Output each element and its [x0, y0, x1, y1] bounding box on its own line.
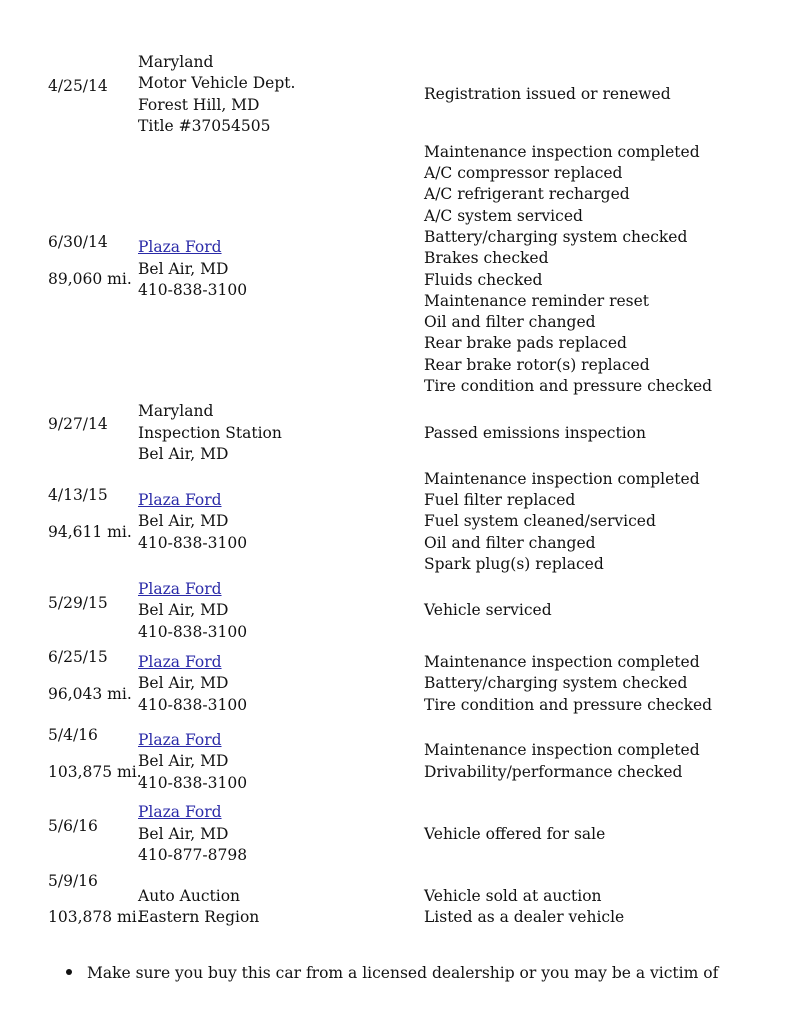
event-line: Vehicle offered for sale: [424, 825, 606, 843]
event-line: Listed as a dealer vehicle: [424, 908, 625, 926]
source-line: Bel Air, MD: [138, 601, 229, 619]
event-line: Maintenance reminder reset: [424, 292, 650, 310]
source-line: Bel Air, MD: [138, 674, 229, 692]
source-line: 410-838-3100: [138, 281, 248, 299]
event-line: Spark plug(s) replaced: [424, 555, 604, 573]
event-line: Passed emissions inspection: [424, 424, 646, 442]
event-line: Fuel filter replaced: [424, 491, 576, 509]
event-line: Oil and filter changed: [424, 313, 596, 331]
source-line: Bel Air, MD: [138, 260, 229, 278]
event-line: A/C system serviced: [424, 207, 583, 225]
source-line: Maryland: [138, 53, 214, 71]
source-line: 410-838-3100: [138, 774, 248, 792]
record-date: 6/30/14: [48, 233, 108, 251]
event-line: Battery/charging system checked: [424, 228, 688, 246]
record-date: 5/9/16: [48, 872, 98, 890]
source-line: Forest Hill, MD: [138, 96, 260, 114]
source-line: Motor Vehicle Dept.: [138, 74, 296, 92]
event-line: Drivability/performance checked: [424, 763, 683, 781]
source-line: Auto Auction: [138, 887, 241, 905]
source-line: Eastern Region: [138, 908, 260, 926]
record-mileage: 94,611 mi.: [48, 523, 132, 541]
source-line: 410-877-8798: [138, 846, 248, 864]
source-line: Bel Air, MD: [138, 445, 229, 463]
record-date: 9/27/14: [48, 415, 108, 433]
event-line: Tire condition and pressure checked: [424, 696, 713, 714]
record-date: 5/6/16: [48, 817, 98, 835]
bullet-icon: [66, 969, 72, 975]
plaza-ford-link[interactable]: Plaza Ford: [138, 238, 222, 256]
event-line: Oil and filter changed: [424, 534, 596, 552]
event-line: Maintenance inspection completed: [424, 741, 700, 759]
source-line: Title #37054505: [138, 117, 271, 135]
source-line: Maryland: [138, 402, 214, 420]
event-line: Vehicle serviced: [424, 601, 552, 619]
record-date: 6/25/15: [48, 648, 108, 666]
record-date: 5/29/15: [48, 594, 108, 612]
record-mileage: 96,043 mi.: [48, 685, 132, 703]
source-line: Bel Air, MD: [138, 512, 229, 530]
event-line: Maintenance inspection completed: [424, 653, 700, 671]
source-line: 410-838-3100: [138, 623, 248, 641]
footer-bullet-item: [66, 963, 718, 984]
plaza-ford-link[interactable]: Plaza Ford: [138, 731, 222, 749]
event-line: Tire condition and pressure checked: [424, 377, 713, 395]
event-line: Rear brake rotor(s) replaced: [424, 356, 650, 374]
event-line: A/C compressor replaced: [424, 164, 623, 182]
record-mileage: 103,875 mi.: [48, 763, 142, 781]
event-line: Brakes checked: [424, 249, 549, 267]
footer-bullet-text: Make sure you buy this car from a licensed dealership or you may be a victim of: [87, 964, 719, 982]
event-line: Maintenance inspection completed: [424, 470, 700, 488]
plaza-ford-link[interactable]: Plaza Ford: [138, 653, 222, 671]
source-line: 410-838-3100: [138, 696, 248, 714]
event-line: Maintenance inspection completed: [424, 143, 700, 161]
plaza-ford-link[interactable]: Plaza Ford: [138, 803, 222, 821]
event-line: Vehicle sold at auction: [424, 887, 602, 905]
plaza-ford-link[interactable]: Plaza Ford: [138, 580, 222, 598]
source-line: Bel Air, MD: [138, 825, 229, 843]
source-line: Bel Air, MD: [138, 752, 229, 770]
record-date: 5/4/16: [48, 726, 98, 744]
event-line: Fluids checked: [424, 271, 543, 289]
event-line: Fuel system cleaned/serviced: [424, 512, 656, 530]
record-mileage: 89,060 mi.: [48, 270, 132, 288]
event-line: Registration issued or renewed: [424, 85, 671, 103]
record-date: 4/13/15: [48, 486, 108, 504]
record-mileage: 103,878 mi.: [48, 908, 142, 926]
record-date: 4/25/14: [48, 77, 108, 95]
event-line: Battery/charging system checked: [424, 674, 688, 692]
event-line: Rear brake pads replaced: [424, 334, 627, 352]
source-line: Inspection Station: [138, 424, 282, 442]
event-line: A/C refrigerant recharged: [424, 185, 630, 203]
plaza-ford-link[interactable]: Plaza Ford: [138, 491, 222, 509]
source-line: 410-838-3100: [138, 534, 248, 552]
